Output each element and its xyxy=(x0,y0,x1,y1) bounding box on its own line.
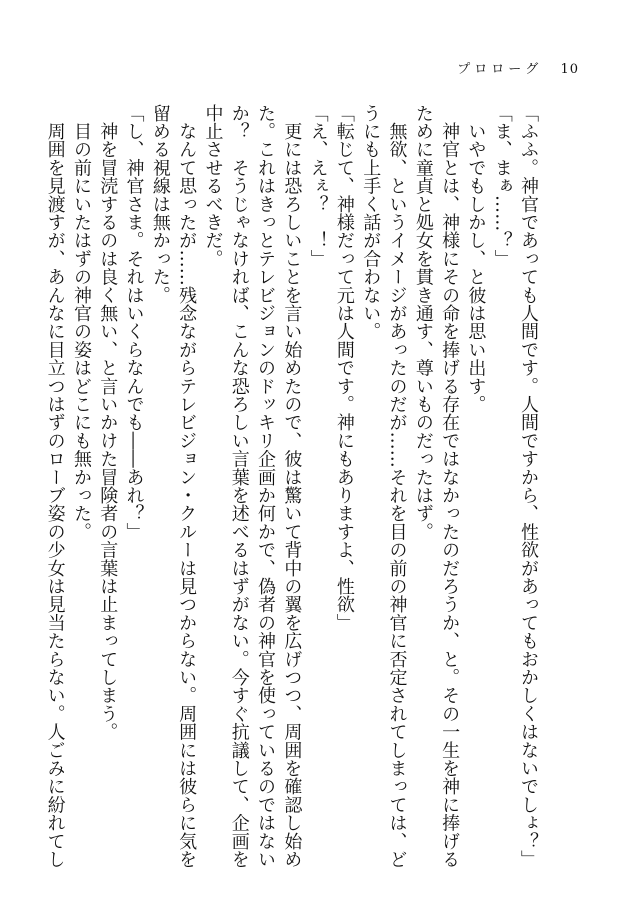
text-line: 更には恐ろしいことを言い始めたので、彼は驚いて背中の翼を広げつつ、周囲を確認し始め xyxy=(281,104,303,869)
text-line: いやでもしかし、と彼は思い出す。 xyxy=(465,104,487,414)
text-line: 神を冒涜するのは良く無い、と言いかけた冒険者の言葉は止まってしまう。 xyxy=(97,104,119,741)
text-line: た。これはきっとテレビジョンのドッキリ企画か何かで、偽者の神官を使っているのではない xyxy=(255,104,277,869)
text-line: 「転じて、神様だって元は人間です。神にもありますよ、性欲」 xyxy=(333,104,355,632)
text-line: 中止させるべきだ。 xyxy=(202,104,224,268)
text-line: 神官とは、神様にその命を捧げる存在ではなかったのだろうか、と。その一生を神に捧げる xyxy=(439,104,461,869)
text-line: か？ そうじゃなければ、こんな恐ろしい言葉を述べるはずがない。今すぐ抗議して、企画を xyxy=(228,104,250,869)
running-header xyxy=(457,58,579,77)
text-line: 「え、えぇ？ ！」 xyxy=(307,104,329,268)
text-line: 目の前にいたはずの神官の姿はどこにも無かった。 xyxy=(70,104,92,541)
text-line: なんて思ったが……残念ながらテレビジョン・クルーは見つからない。周囲には彼らに気を xyxy=(176,104,198,869)
chapter-title: プロローグ xyxy=(457,62,543,77)
text-line: 無欲、というイメージがあったのだが……それを目の前の神官に否定されてしまっては、ど xyxy=(386,104,408,869)
text-line: うにも上手く話が合わない。 xyxy=(360,104,382,341)
text-line: 「し、神官さま。それはいくらなんでも――あれ？」 xyxy=(123,104,145,541)
vertical-text-body xyxy=(0,104,541,869)
text-line: 周囲を見渡すが、あんなに目立つはずのローブ姿の少女は見当たらない。人ごみに紛れてし xyxy=(44,104,66,869)
page-number: 10 xyxy=(560,62,579,77)
text-line: 「ふふ。神官であっても人間です。人間ですから、性欲があってもおかしくはないでしょ？」 xyxy=(518,104,539,869)
text-line: 留める視線は無かった。 xyxy=(149,104,171,305)
text-line: ために童貞と処女を貫き通す、尊いものだったはず。 xyxy=(412,104,434,541)
text-line: 「ま、まぁ……？」 xyxy=(491,104,513,268)
